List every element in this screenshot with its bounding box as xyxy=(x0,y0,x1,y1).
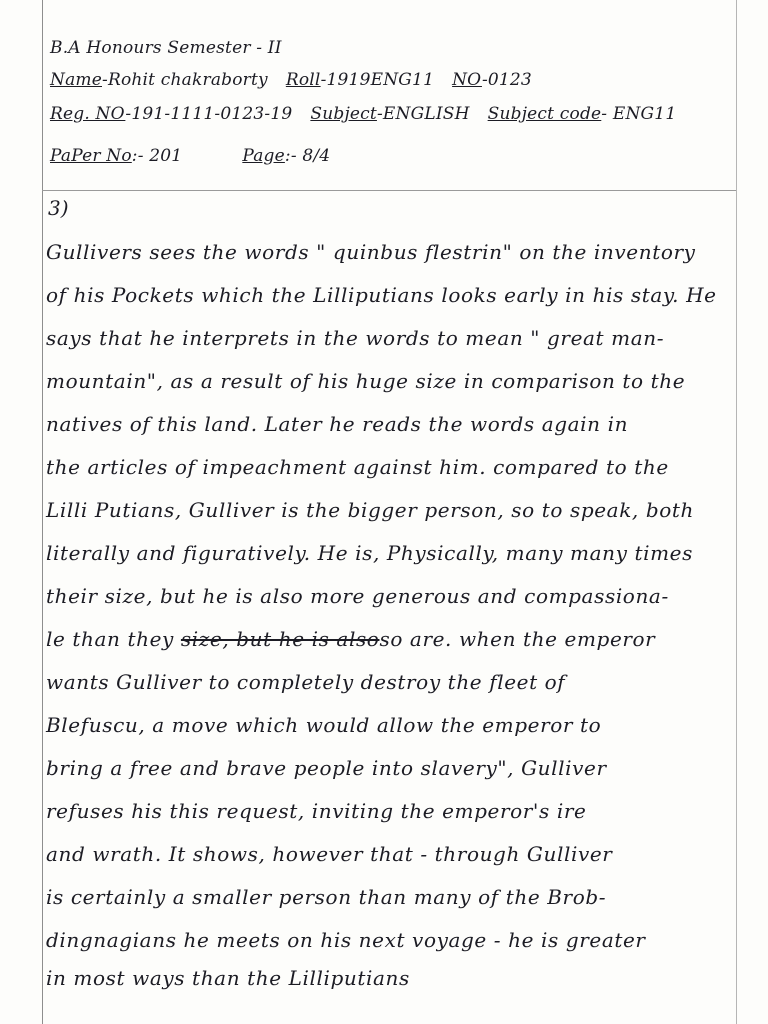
answer-line: natives of this land. Later he reads the words again in xyxy=(46,412,629,436)
struck-out-text: size, but he is also xyxy=(180,627,380,651)
subject-code-label: Subject code xyxy=(487,104,602,124)
page-label: Page xyxy=(242,146,285,166)
answer-line: Lilli Putians, Gulliver is the bigger person, so to speak, both xyxy=(46,498,694,522)
semester-label: B.A Honours Semester - II xyxy=(50,38,282,58)
left-margin-rule xyxy=(42,0,43,1024)
answer-line: Blefuscu, a move which would allow the emperor to xyxy=(46,713,602,737)
header-line-name xyxy=(50,70,532,90)
number-label: NO xyxy=(452,70,482,90)
header-divider xyxy=(42,190,736,191)
answer-line: is certainly a smaller person than many of the Brob- xyxy=(46,885,607,909)
answer-line: literally and figuratively. He is, Physically, many many times xyxy=(46,541,693,565)
answer-segment: le than they xyxy=(46,627,174,651)
answer-line: says that he interprets in the words to mean " great man- xyxy=(46,326,665,350)
reg-value: -191-1111-0123-19 xyxy=(125,104,293,124)
header-line-semester xyxy=(50,38,282,58)
answer-line: Gullivers sees the words " quinbus flestrin" on the inventory xyxy=(46,240,696,264)
subject-value: -ENGLISH xyxy=(376,104,470,124)
question-number: 3) xyxy=(48,196,69,220)
subject-label: Subject xyxy=(310,104,377,124)
answer-line: and wrath. It shows, however that - through Gulliver xyxy=(46,842,613,866)
number-value: -0123 xyxy=(481,70,532,90)
header-line-registration xyxy=(50,104,676,124)
name-value: -Rohit chakraborty xyxy=(102,70,268,90)
answer-line: their size, but he is also more generous and compassiona- xyxy=(46,584,669,608)
roll-label: Roll xyxy=(285,70,321,90)
subject-code-value: - ENG11 xyxy=(601,104,677,124)
paper-value: :- 201 xyxy=(131,146,183,166)
paper-label: PaPer No xyxy=(50,146,132,166)
answer-segment: so are. when the emperor xyxy=(379,627,656,651)
answer-line: in most ways than the Lilliputians xyxy=(46,966,410,990)
answer-line: mountain", as a result of his huge size in comparison to the xyxy=(46,369,686,393)
answer-line: bring a free and brave people into slavery", Gulliver xyxy=(46,756,607,780)
name-label: Name xyxy=(50,70,102,90)
header-line-paper xyxy=(50,146,330,166)
right-edge-rule xyxy=(736,0,737,1024)
answer-line: of his Pockets which the Lilliputians looks early in his stay. He xyxy=(46,283,717,307)
page-value: :- 8/4 xyxy=(284,146,331,166)
answer-line: the articles of impeachment against him. compared to the xyxy=(46,455,669,479)
roll-value: -1919ENG11 xyxy=(320,70,435,90)
reg-label: Reg. NO xyxy=(50,104,126,124)
answer-line: refuses his this request, inviting the emperor's ire xyxy=(46,799,587,823)
answer-line: dingnagians he meets on his next voyage - he is greater xyxy=(46,928,646,952)
answer-line: wants Gulliver to completely destroy the fleet of xyxy=(46,670,566,694)
answer-line xyxy=(46,627,655,651)
